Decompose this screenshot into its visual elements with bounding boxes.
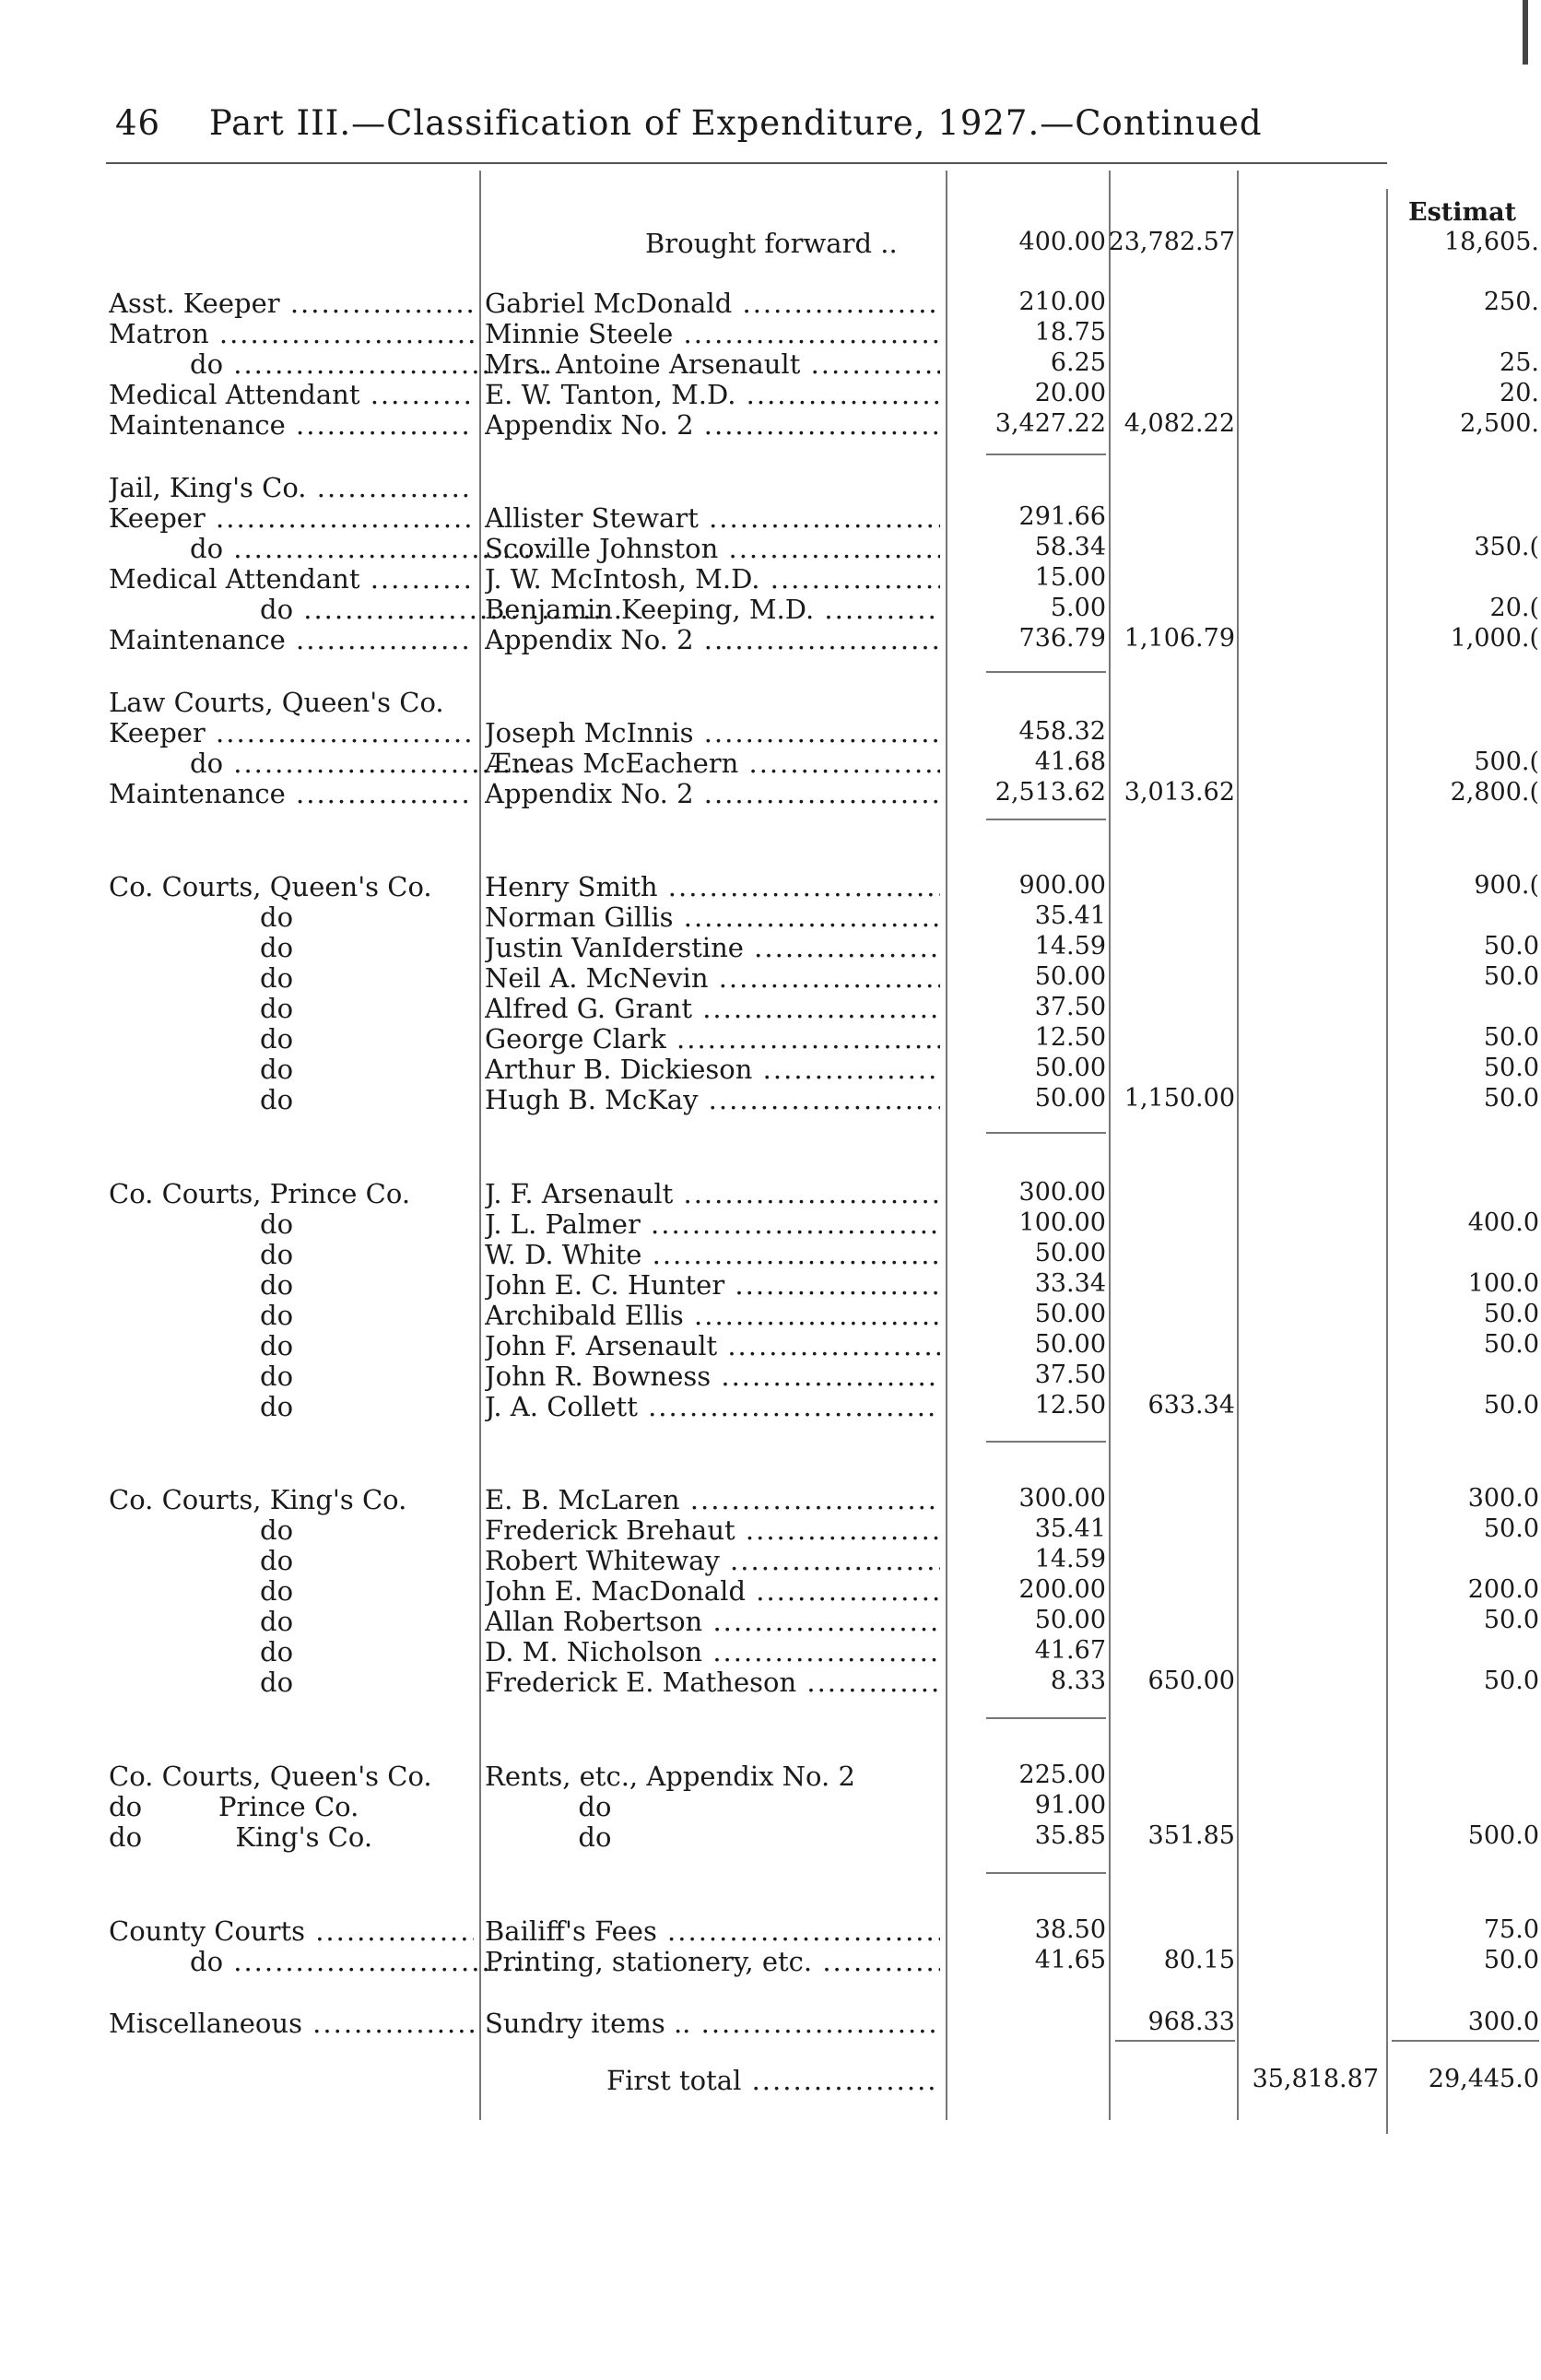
amount-c1: 38.50 [1034,1915,1106,1944]
table-row [0,993,1541,1023]
row-label: do [260,1269,294,1301]
table-row [0,502,1541,533]
row-description: Appendix No. 2 ..... [485,409,940,441]
row-description: Allan Robertson ..... [485,1606,940,1637]
row-label: Law Courts, Queen's Co. [109,687,444,718]
table-row [0,1915,1541,1946]
row-description: Alfred G. Grant ..... [485,993,940,1024]
subtotal-rule [986,819,1106,820]
amount-c1: 50.00 [1034,962,1106,991]
row-description: Hugh B. McKay ..... [485,1084,940,1115]
row-description: John E. C. Hunter ..... [485,1269,940,1301]
table-row [0,1239,1541,1269]
amount-c1: 210.00 [1018,288,1106,316]
page-title: Part III.—Classification of Expenditure, 1927.—Continued [208,103,1263,143]
row-description: J. W. McIntosh, M.D. ..... [485,563,940,595]
row-label: do [260,1575,294,1607]
row-description: Norman Gillis ..... [485,901,940,933]
estimate-amount: 50.0 [1483,1514,1539,1543]
amount-c1: 300.00 [1018,1178,1106,1207]
row-description: Gabriel McDonald ..... [485,288,940,319]
amount-c1: 20.00 [1034,379,1106,407]
table-row [0,1391,1541,1421]
row-label: do [260,993,294,1024]
table-row [0,594,1541,624]
table-row [0,1484,1541,1514]
row-description: Rents, etc., Appendix No. 2 [485,1761,855,1792]
amount-c1: 37.50 [1034,1361,1106,1389]
table-row [0,1791,1541,1821]
table-row [0,1761,1541,1791]
table-row [0,1330,1541,1361]
amount-c2: 80.15 [1163,1946,1235,1974]
row-description: Justin VanIderstine ..... [485,932,940,963]
amount-c1: 41.65 [1034,1946,1106,1974]
amount-c1: 3,427.22 [994,409,1106,438]
estimate-amount: 350.( [1474,533,1539,561]
row-label: do ..... [260,594,625,625]
row-description: J. F. Arsenault ..... [485,1178,940,1209]
table-row [0,318,1541,348]
subtotal-rule [986,1872,1106,1874]
amount-c1: 291.66 [1018,502,1106,531]
row-description: do [485,1821,612,1853]
row-description: John R. Bowness ..... [485,1361,940,1392]
subtotal-rule [986,671,1106,673]
amount-c1: 8.33 [1050,1667,1106,1695]
first-total-row [0,2065,1541,2095]
row-label: Jail, King's Co. ..... [109,472,474,503]
estimate-amount: 20.( [1489,594,1539,622]
subtotal-rule [986,1717,1106,1719]
row-description: D. M. Nicholson ..... [485,1636,940,1667]
amount-c1: 225.00 [1018,1761,1106,1789]
amount-c1: 33.34 [1034,1269,1106,1298]
row-description: Sundry items .. ..... [485,2008,940,2039]
row-label: do [260,1545,294,1576]
row-label: Maintenance ..... [109,624,474,655]
subtotal-rule [986,454,1106,455]
table-row [0,1023,1541,1054]
estimate-amount: 50.0 [1483,1023,1539,1052]
row-label: do [260,1606,294,1637]
estimate-amount: 500.0 [1467,1821,1539,1850]
row-label: do [260,1330,294,1361]
row-label: Medical Attendant ..... [109,563,474,595]
amount-c1: 58.34 [1034,533,1106,561]
row-label: Maintenance ..... [109,409,474,441]
estimate-amount: 50.0 [1483,962,1539,991]
row-description: Frederick Brehaut ..... [485,1514,940,1546]
table-row [0,778,1541,808]
estimate-heading: Estimat [1408,198,1517,227]
row-label: County Courts ..... [109,1915,474,1947]
table-row [0,1208,1541,1239]
amount-c1: 2,513.62 [994,778,1106,807]
amount-c1: 5.00 [1050,594,1106,622]
amount-c1: 50.00 [1034,1239,1106,1267]
amount-c1: 50.00 [1034,1084,1106,1113]
table-row [0,1084,1541,1114]
table-row [0,288,1541,318]
estimate-amount: 1,000.( [1450,624,1539,653]
estimate-amount: 50.0 [1483,1054,1539,1082]
estimate-amount: 50.0 [1483,1084,1539,1113]
amount-c1: 12.50 [1034,1023,1106,1052]
amount-c1: 200.00 [1018,1575,1106,1604]
estimate-amount: 250. [1483,288,1539,316]
row-label: Co. Courts, Prince Co. [109,1178,411,1209]
row-label: do [260,1023,294,1055]
row-label: do [260,1514,294,1546]
table-row [0,871,1541,901]
estimate-amount: 400.0 [1467,1208,1539,1237]
amount-c1: 6.25 [1050,348,1106,377]
row-label: do ..... [190,348,555,380]
row-label: do ..... [190,533,555,564]
amount-c1: 14.59 [1034,1545,1106,1573]
row-description: Scoville Johnston ..... [485,533,940,564]
page-header [115,103,1300,143]
row-description: Frederick E. Matheson ..... [485,1667,940,1698]
amount-c2: 1,150.00 [1123,1084,1235,1113]
table-row [0,687,1541,717]
table-row [0,1636,1541,1667]
amount-c2: 4,082.22 [1123,409,1235,438]
estimate-amount: 300.0 [1467,1484,1539,1513]
row-description: J. A. Collett ..... [485,1391,940,1422]
estimate-amount: 900.( [1474,871,1539,900]
estimate-amount: 75.0 [1483,1915,1539,1944]
brought-forward-row [0,228,1541,258]
amount-c1: 12.50 [1034,1391,1106,1420]
table-row [0,1269,1541,1300]
row-description: J. L. Palmer ..... [485,1208,940,1240]
row-description: Robert Whiteway ..... [485,1545,940,1576]
row-description: Æneas McEachern ..... [485,748,940,779]
amount-c1: 41.68 [1034,748,1106,776]
row-label: Matron ..... [109,318,474,349]
amount-c3: 35,818.87 [1252,2065,1379,2093]
row-label: Co. Courts, King's Co. [109,1484,407,1515]
table-row [0,901,1541,932]
estimate-amount: 50.0 [1483,1330,1539,1359]
table-row [0,472,1541,502]
amount-c2: 3,013.62 [1123,778,1235,807]
row-description: Arthur B. Dickieson ..... [485,1054,940,1085]
estimate-amount: 100.0 [1467,1269,1539,1298]
row-label: Co. Courts, Queen's Co. [109,871,432,902]
table-row [0,1606,1541,1636]
row-label: Miscellaneous ..... [109,2008,474,2039]
row-label: do [260,1391,294,1422]
amount-c1: 18.75 [1034,318,1106,347]
row-label: Co. Courts, Queen's Co. [109,1761,432,1792]
row-description: Archibald Ellis ..... [485,1300,940,1331]
brought-forward-label: Brought forward .. [645,228,898,259]
amount-c1: 35.41 [1034,901,1106,930]
row-description: John F. Arsenault ..... [485,1330,940,1361]
estimate-heading-row [0,198,1541,229]
estimate-amount: 2,500. [1460,409,1539,438]
table-row [0,624,1541,654]
amount-c1: 50.00 [1034,1054,1106,1082]
subtotal-rule [1392,2040,1539,2042]
amount-c1: 15.00 [1034,563,1106,592]
row-label: do [260,901,294,933]
estimate-amount: 50.0 [1483,1667,1539,1695]
amount-c1: 100.00 [1018,1208,1106,1237]
row-label: do [260,1208,294,1240]
estimate-amount: 2,800.( [1450,778,1539,807]
row-description: Mrs. Antoine Arsenault ..... [485,348,940,380]
table-row [0,1300,1541,1330]
row-label: Maintenance ..... [109,778,474,809]
table-row [0,2008,1541,2038]
amount-c2: 1,106.79 [1123,624,1235,653]
amount-c1: 37.50 [1034,993,1106,1021]
amount-c2: 968.33 [1147,2008,1235,2036]
table-row [0,563,1541,594]
amount-c1: 14.59 [1034,932,1106,960]
amount-c2: 650.00 [1147,1667,1235,1695]
table-row [0,962,1541,993]
amount-c1: 35.41 [1034,1514,1106,1543]
subtotal-rule [986,1441,1106,1443]
subtotal-rule [1115,2040,1235,2042]
page-edge-mark [1523,0,1528,65]
amount-c2: 351.85 [1147,1821,1235,1850]
table-row [0,379,1541,409]
table-row [0,1054,1541,1084]
row-label: do [260,1636,294,1667]
header-rule [106,162,1387,164]
row-label: Keeper ..... [109,717,474,748]
amount-c1: 736.79 [1018,624,1106,653]
table-row [0,1946,1541,1976]
amount-c1: 300.00 [1018,1484,1106,1513]
row-label: do [260,1239,294,1270]
page-number: 46 [115,103,161,143]
estimate-amount: 50.0 [1483,932,1539,960]
estimate-amount: 50.0 [1483,1946,1539,1974]
row-description: Appendix No. 2 ..... [485,624,940,655]
first-total-label: First total ..... [606,2065,940,2096]
amount-c1: 50.00 [1034,1300,1106,1328]
row-description: E. W. Tanton, M.D. ..... [485,379,940,410]
row-label: do [260,1054,294,1085]
row-label: Asst. Keeper ..... [109,288,474,319]
estimate-amount: 50.0 [1483,1606,1539,1634]
amount-c1: 50.00 [1034,1606,1106,1634]
amount-c2: 23,782.57 [1108,228,1235,256]
estimate-amount: 500.( [1474,748,1539,776]
row-description: Benjamin Keeping, M.D. ..... [485,594,940,625]
row-label: do [260,1084,294,1115]
table-row [0,1361,1541,1391]
row-label: do [260,932,294,963]
row-label: do King's Co. [109,1821,373,1853]
row-description: Printing, stationery, etc. ..... [485,1946,940,1977]
amount-c1: 900.00 [1018,871,1106,900]
row-label: do ..... [190,748,555,779]
estimate-amount: 29,445.0 [1428,2065,1539,2093]
amount-c1: 400.00 [1018,228,1106,256]
table-row [0,533,1541,563]
table-row [0,932,1541,962]
amount-c1: 458.32 [1018,717,1106,746]
amount-c1: 41.67 [1034,1636,1106,1665]
row-description: Henry Smith ..... [485,871,940,902]
table-row [0,1178,1541,1208]
row-description: Appendix No. 2 ..... [485,778,940,809]
amount-c1: 50.00 [1034,1330,1106,1359]
table-row [0,1545,1541,1575]
row-label: do Prince Co. [109,1791,359,1822]
table-row [0,1667,1541,1697]
estimate-amount: 50.0 [1483,1391,1539,1420]
estimate-amount: 50.0 [1483,1300,1539,1328]
amount-c1: 35.85 [1034,1821,1106,1850]
row-description: W. D. White ..... [485,1239,940,1270]
estimate-amount: 18,605. [1443,228,1539,256]
row-label: do [260,962,294,994]
table-row [0,409,1541,440]
row-label: Keeper ..... [109,502,474,534]
row-description: John E. MacDonald ..... [485,1575,940,1607]
amount-c1: 91.00 [1034,1791,1106,1820]
estimate-amount: 300.0 [1467,2008,1539,2036]
row-label: do [260,1667,294,1698]
table-row [0,1575,1541,1606]
amount-c2: 633.34 [1147,1391,1235,1420]
estimate-amount: 25. [1500,348,1539,377]
table-row [0,348,1541,379]
subtotal-rule [986,1132,1106,1134]
row-label: Medical Attendant ..... [109,379,474,410]
row-description: do [485,1791,612,1822]
row-description: Minnie Steele ..... [485,318,940,349]
row-description: George Clark ..... [485,1023,940,1055]
table-row [0,748,1541,778]
row-description: Joseph McInnis ..... [485,717,940,748]
row-description: E. B. McLaren ..... [485,1484,940,1515]
table-row [0,717,1541,748]
row-label: do [260,1300,294,1331]
table-row [0,1514,1541,1545]
estimate-amount: 20. [1500,379,1539,407]
row-description: Allister Stewart ..... [485,502,940,534]
table-row [0,1821,1541,1852]
row-description: Bailiff's Fees ..... [485,1915,940,1947]
estimate-amount: 200.0 [1467,1575,1539,1604]
row-label: do ..... [190,1946,555,1977]
row-label: do [260,1361,294,1392]
row-description: Neil A. McNevin ..... [485,962,940,994]
